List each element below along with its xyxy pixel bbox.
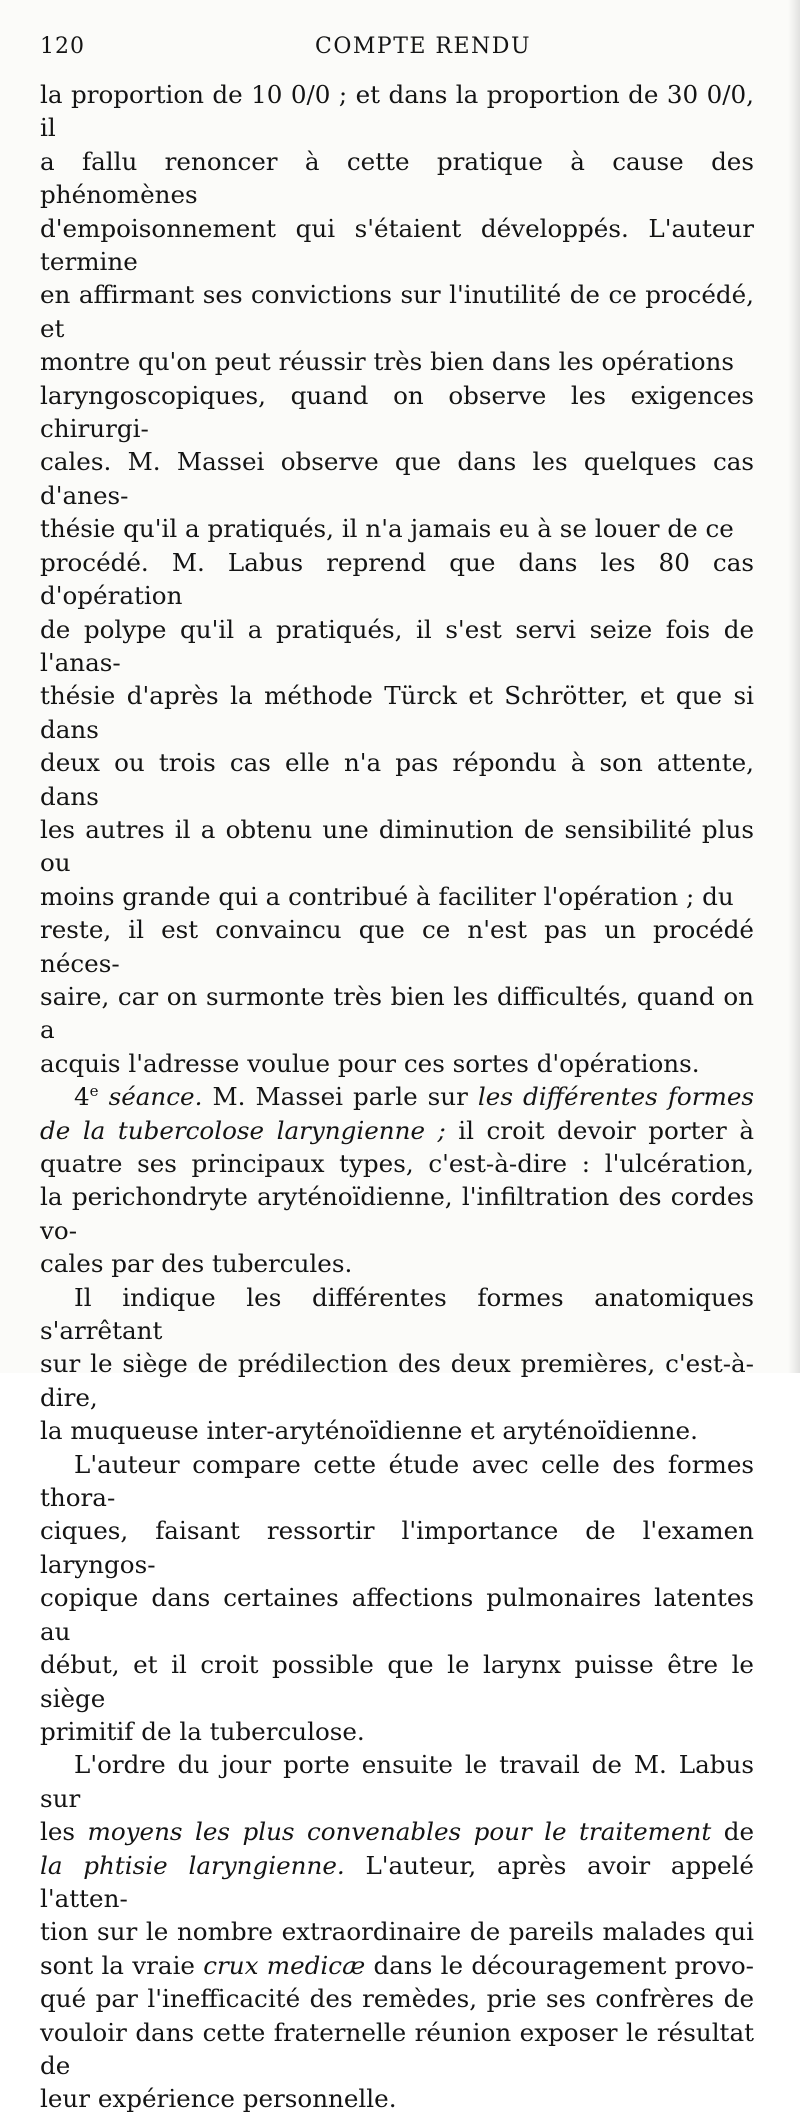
- text-line: la proportion de 10 0/0 ; et dans la proportion de 30 0/0, il: [40, 80, 754, 143]
- text-line: copique dans certaines affections pulmonaires latentes au: [40, 1583, 754, 1646]
- text-line: quatre ses principaux types, c'est-à-dire : l'ulcération,: [40, 1149, 754, 1178]
- text-line: procédé. M. Labus reprend que dans les 80 cas d'opération: [40, 547, 754, 611]
- body-text: [40, 78, 754, 2116]
- text-run: M. Massei parle sur: [202, 1082, 478, 1112]
- text-line: saire, car on surmonte très bien les difficultés, quand on a: [40, 981, 754, 1045]
- paragraph: [40, 1448, 754, 1749]
- text-line: reste, il est convaincu que ce n'est pas un procédé néces-: [40, 915, 754, 978]
- page-header: [40, 34, 754, 78]
- page-edge-shadow: [788, 0, 800, 1373]
- text-line: moins grande qui a contribué à faciliter l'opération ; du: [40, 881, 734, 911]
- text-line: sur le siège de prédilection des deux premières, c'est-à-dire,: [40, 1349, 754, 1412]
- paragraph: [40, 1748, 754, 2115]
- text-line: acquis l'adresse voulue pour ces sortes d'opérations.: [40, 1048, 700, 1078]
- running-title: COMPTE RENDU: [315, 34, 531, 59]
- text-line: qué par l'inefficacité des remèdes, prie ses confrères de: [40, 1984, 754, 2014]
- text-line: [40, 1080, 754, 1113]
- text-line: cales. M. Massei observe que dans les quelques cas d'anes-: [40, 447, 754, 510]
- text-line: L'auteur compare cette étude avec celle des formes thora-: [40, 1449, 754, 1513]
- text-line: [40, 1114, 754, 1147]
- text-line: d'empoisonnement qui s'étaient développés. L'auteur termine: [40, 213, 754, 277]
- page-number: 120: [40, 34, 85, 59]
- text-line: laryngoscopiques, quand on observe les exigences chirurgi-: [40, 380, 754, 444]
- text-line: la muqueuse inter-aryténoïdienne et aryténoïdienne.: [40, 1416, 698, 1446]
- text-line: en affirmant ses convictions sur l'inutilité de ce procédé, et: [40, 280, 754, 343]
- italic-title: les différentes formes: [477, 1082, 754, 1112]
- session-number: 4: [74, 1082, 90, 1112]
- text-line: leur expérience personnelle.: [40, 2084, 397, 2114]
- italic-title: la phtisie laryngienne.: [40, 1850, 345, 1880]
- text-line: cales par des tubercules.: [40, 1249, 353, 1279]
- latin-phrase: crux medicæ: [203, 1950, 366, 1980]
- text-run: dans le découragement provo-: [365, 1950, 754, 1980]
- text-line: tion sur le nombre extraordinaire de pareils malades qui: [40, 1917, 754, 1947]
- text-run: de: [711, 1817, 755, 1847]
- text-run: sont la vraie: [40, 1950, 204, 1980]
- italic-title: de la tubercolose laryngienne ;: [40, 1115, 446, 1145]
- text-line: de polype qu'il a pratiqués, il s'est servi seize fois de l'anas-: [40, 614, 754, 677]
- text-line: Il indique les différentes formes anatomiques s'arrêtant: [40, 1282, 754, 1346]
- text-line: thésie qu'il a pratiqués, il n'a jamais eu à se louer de ce: [40, 514, 734, 544]
- text-line: ciques, faisant ressortir l'importance de l'examen laryngos-: [40, 1516, 754, 1579]
- paragraph: [40, 78, 754, 1080]
- text-line: primitif de la tuberculose.: [40, 1716, 365, 1746]
- text-line: début, et il croit possible que le larynx puisse être le siège: [40, 1650, 754, 1713]
- session-word: séance.: [108, 1082, 203, 1112]
- text-line: [40, 1849, 754, 1916]
- text-line: thésie d'après la méthode Türck et Schrötter, et que si dans: [40, 681, 754, 744]
- text-line: les autres il a obtenu une diminution de sensibilité plus ou: [40, 814, 754, 878]
- italic-title: moyens les plus convenables pour le traitement: [87, 1817, 712, 1847]
- text-run: L'auteur, après avoir appelé l'atten-: [40, 1850, 754, 1913]
- text-line: montre qu'on peut réussir très bien dans les opérations: [40, 347, 734, 377]
- paragraph: [40, 1080, 754, 1280]
- text-line: L'ordre du jour porte ensuite le travail de M. Labus sur: [40, 1750, 754, 1813]
- text-line: vouloir dans cette fraternelle réunion exposer le résultat de: [40, 2017, 754, 2080]
- text-line: la perichondryte aryténoïdienne, l'infiltration des cordes vo-: [40, 1182, 754, 1245]
- ordinal-suffix: e: [89, 1082, 99, 1100]
- paragraph: [40, 1281, 754, 1448]
- text-line: [40, 1815, 754, 1848]
- text-line: deux ou trois cas elle n'a pas répondu à son attente, dans: [40, 748, 754, 811]
- text-run: les: [40, 1817, 88, 1847]
- text-line: a fallu renoncer à cette pratique à cause des phénomènes: [40, 146, 754, 210]
- text-run: il croit devoir porter à: [445, 1115, 754, 1145]
- text-line: [40, 1949, 754, 1982]
